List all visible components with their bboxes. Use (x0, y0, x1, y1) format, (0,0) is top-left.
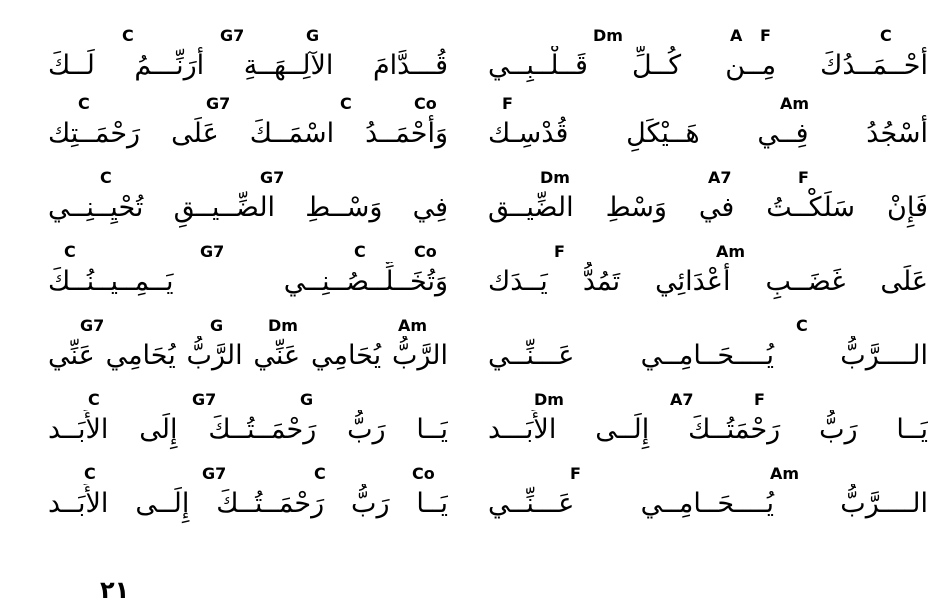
lyric-line: فِي وَسْــطِ الضِّــيــقِ تُحْيِــنِــي (48, 192, 448, 223)
lyric-line: أَسْجُدُ فِــي هَــيْكَلِ قُدْسِـك (488, 118, 928, 149)
chord: G7 (220, 26, 245, 45)
chord: C (796, 316, 808, 335)
lyric-line: يَــا رَبُّ رَحْمَــتُــكَ إِلَــى الأَبَــد (48, 488, 448, 519)
left-column (48, 22, 448, 534)
chord: C (78, 94, 90, 113)
chord: C (84, 464, 96, 483)
lyric-line: عَلَى غَضَــبِ أَعْدَائِي تَمُدُّ يَــدَك (488, 266, 928, 297)
chord: G7 (192, 390, 217, 409)
chord-row (488, 312, 928, 336)
page-number: ٢١ (100, 576, 130, 604)
chord: Am (770, 464, 800, 483)
lyric-line: أَحْــمَــدُكَ مِــن كُــلِّ قَــلْــبِــي (488, 50, 928, 81)
chord: F (570, 464, 581, 483)
lyric-line: فَإِنْ سَلَكْــتُ في وَسْطِ الضِّيــق (488, 192, 928, 223)
chord: F (554, 242, 565, 261)
chord: G (306, 26, 320, 45)
chord-row (48, 460, 448, 484)
chord-row (488, 90, 928, 114)
chord: G7 (206, 94, 231, 113)
chord: F (502, 94, 513, 113)
chord: A (730, 26, 743, 45)
chord-row (488, 22, 928, 46)
chord: A7 (670, 390, 694, 409)
chord-row (48, 238, 448, 262)
verse-line (48, 312, 448, 386)
verse-line (48, 386, 448, 460)
chord: G7 (200, 242, 225, 261)
verse-line (488, 312, 928, 386)
chord: C (880, 26, 892, 45)
verse-line (488, 386, 928, 460)
verse-line (48, 238, 448, 312)
verse-line (48, 90, 448, 164)
chord: Dm (268, 316, 298, 335)
chord: G7 (80, 316, 105, 335)
chord-row (488, 238, 928, 262)
chord-row (48, 312, 448, 336)
lyric-line: الــــرَّبُّ يُــــحَــامِــي عَـــنِّــي (488, 488, 928, 519)
lyric-line: قُـــدَّامَ الآلِــهَــةِ أُرَنِّـــمُ لَــكَ (48, 50, 448, 81)
chord: C (314, 464, 326, 483)
chord: Co (412, 464, 435, 483)
chord: A7 (708, 168, 732, 187)
chord: G7 (202, 464, 227, 483)
lyric-line: وَتُخَــلِّــصُــنِــي يَــمِــيــنُــكَ (48, 266, 448, 297)
chord: C (64, 242, 76, 261)
chord-row (488, 164, 928, 188)
chord: Dm (540, 168, 570, 187)
chord: F (798, 168, 809, 187)
chord: C (122, 26, 134, 45)
chord: G (300, 390, 314, 409)
chord: Am (780, 94, 810, 113)
chord-row (488, 386, 928, 410)
lyric-line: يَــا رَبُّ رَحْمَتُــكَ إِلَــى الأَبَـــد (488, 414, 928, 445)
verse-line (488, 238, 928, 312)
chord: Dm (534, 390, 564, 409)
chord: Dm (593, 26, 623, 45)
chord-row (48, 164, 448, 188)
verse-line (488, 90, 928, 164)
chord: C (100, 168, 112, 187)
chord: Co (414, 94, 437, 113)
chord: C (340, 94, 352, 113)
verse-line (488, 460, 928, 534)
lyric-line: الــــرَّبُّ يُــــحَــامِــي عَـــنِّــي (488, 340, 928, 371)
chord: C (354, 242, 366, 261)
lyric-line: الرَّبُّ يُحَامِي عَنِّي الرَّبُّ يُحَامِي عَنِّي (48, 340, 448, 371)
verse-line (488, 164, 928, 238)
chord: F (760, 26, 771, 45)
chord-row (48, 22, 448, 46)
chord: C (88, 390, 100, 409)
chord: F (754, 390, 765, 409)
chord: Am (398, 316, 428, 335)
chord: Am (716, 242, 746, 261)
chord: G7 (260, 168, 285, 187)
verse-line (48, 164, 448, 238)
verse-line (48, 22, 448, 96)
verse-line (488, 22, 928, 96)
chord: Co (414, 242, 437, 261)
lyric-line: وَأَحْمَــدُ اسْمَــكَ عَلَى رَحْمَــتِك (48, 118, 448, 149)
chord-row (48, 90, 448, 114)
chord-row (48, 386, 448, 410)
right-column (488, 22, 928, 534)
chord: G (210, 316, 224, 335)
verse-line (48, 460, 448, 534)
chord-row (488, 460, 928, 484)
lyric-line: يَــا رَبُّ رَحْمَــتُــكَ إِلَى الأَبَــد (48, 414, 448, 445)
